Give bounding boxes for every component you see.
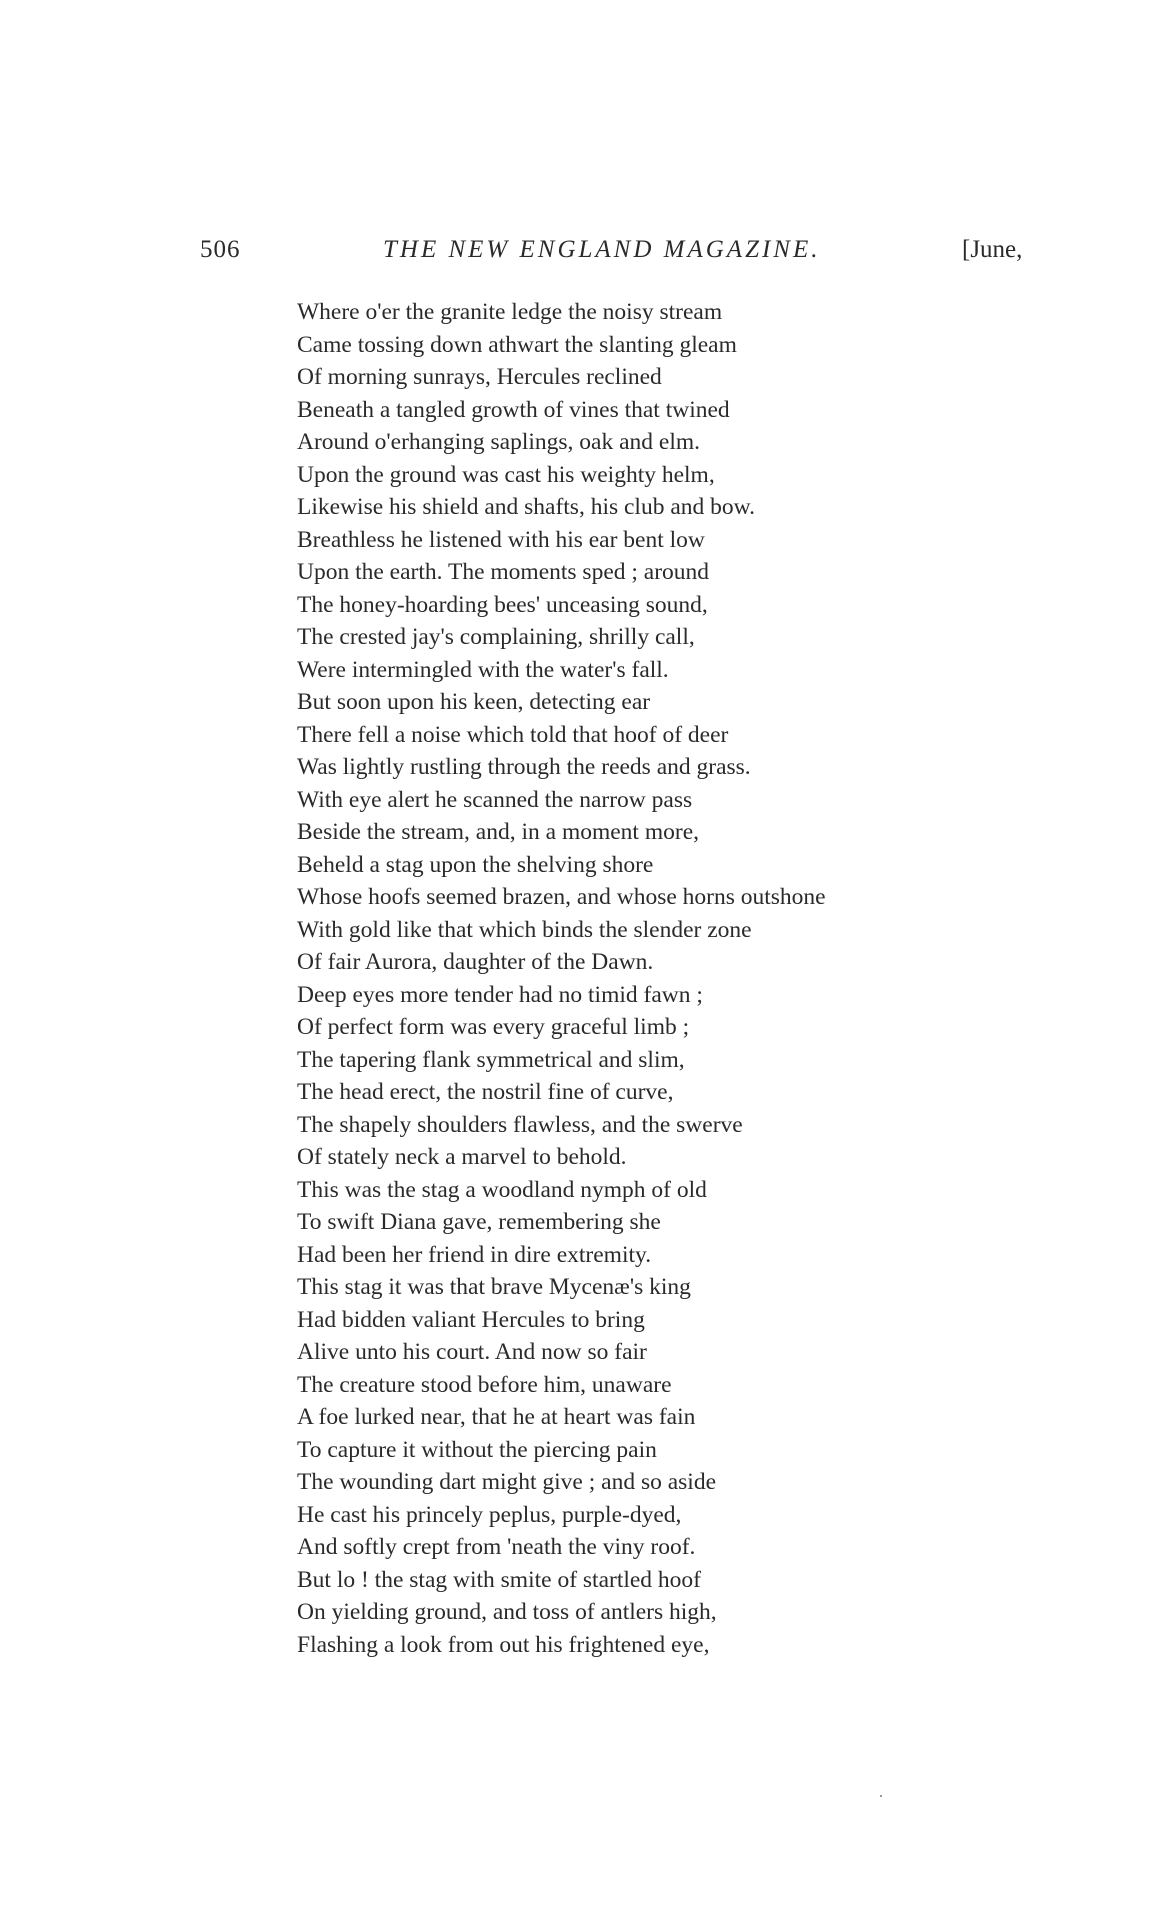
- poem-line: Had been her friend in dire extremity.: [297, 1241, 652, 1268]
- poem-line: Was lightly rustling through the reeds and grass.: [297, 754, 751, 780]
- poem-line: To capture it without the piercing pain: [297, 1436, 657, 1463]
- poem-line: But soon upon his keen, detecting ear: [297, 689, 651, 715]
- poem-line: Of stately neck a marvel to behold.: [297, 1144, 627, 1170]
- page-number: 506: [200, 236, 241, 263]
- poem-line: Of morning sunrays, Hercules reclined: [297, 364, 662, 390]
- poem-line: This stag it was that brave Mycenæ's king: [297, 1274, 691, 1300]
- poem-line: Of fair Aurora, daughter of the Dawn.: [297, 949, 654, 975]
- poem-line: There fell a noise which told that hoof of deer: [297, 721, 729, 748]
- poem-line: On yielding ground, and toss of antlers high,: [297, 1599, 717, 1625]
- poem-line: Whose hoofs seemed brazen, and whose horns outshone: [297, 884, 826, 910]
- journal-title: THE NEW ENGLAND MAGAZINE.: [383, 236, 821, 263]
- poem-line: Upon the ground was cast his weighty helm,: [297, 461, 715, 488]
- poem-line: Likewise his shield and shafts, his club and bow.: [297, 494, 755, 520]
- poem-line: But lo ! the stag with smite of startled hoof: [297, 1566, 702, 1593]
- poem-line: And softly crept from 'neath the viny roof.: [297, 1534, 696, 1560]
- issue-month: [June,: [962, 236, 1023, 263]
- poem-line: To swift Diana gave, remembering she: [297, 1209, 661, 1235]
- running-head: [0, 236, 1176, 270]
- poem-line: This was the stag a woodland nymph of old: [297, 1176, 707, 1203]
- poem-line: Beside the stream, and, in a moment more,: [297, 819, 700, 845]
- poem-line: With gold like that which binds the slender zone: [297, 916, 752, 943]
- poem-line: The shapely shoulders flawless, and the swerve: [297, 1111, 743, 1138]
- poem-body: [297, 296, 997, 1661]
- print-speck: [880, 1795, 882, 1797]
- poem-line: A foe lurked near, that he at heart was fain: [297, 1404, 696, 1430]
- poem-line: The wounding dart might give ; and so aside: [297, 1469, 717, 1495]
- poem-line: Beneath a tangled growth of vines that twined: [297, 396, 730, 423]
- poem-line: Flashing a look from out his frightened eye,: [297, 1631, 710, 1658]
- poem-line: He cast his princely peplus, purple-dyed,: [297, 1501, 682, 1528]
- poem-line: The creature stood before him, unaware: [297, 1371, 672, 1398]
- poem-line: Of perfect form was every graceful limb ;: [297, 1014, 690, 1040]
- poem-line: Upon the earth. The moments sped ; around: [297, 559, 710, 585]
- poem-line: Around o'erhanging saplings, oak and elm.: [297, 429, 700, 455]
- poem-line: Alive unto his court. And now so fair: [297, 1339, 647, 1365]
- poem-line: The tapering flank symmetrical and slim,: [297, 1046, 685, 1073]
- poem-line: The crested jay's complaining, shrilly call,: [297, 624, 695, 650]
- poem-line: Had bidden valiant Hercules to bring: [297, 1306, 645, 1333]
- poem-line: The honey-hoarding bees' unceasing sound,: [297, 591, 708, 618]
- poem-line: With eye alert he scanned the narrow pass: [297, 786, 693, 813]
- poem-line: Came tossing down athwart the slanting gleam: [297, 331, 737, 358]
- poem-line: Were intermingled with the water's fall.: [297, 656, 669, 683]
- poem-line: Beheld a stag upon the shelving shore: [297, 851, 654, 878]
- poem-line: Breathless he listened with his ear bent low: [297, 526, 705, 553]
- poem-line: Deep eyes more tender had no timid fawn ;: [297, 981, 703, 1008]
- poem-line: The head erect, the nostril fine of curve,: [297, 1079, 674, 1105]
- poem-line: Where o'er the granite ledge the noisy stream: [297, 299, 723, 325]
